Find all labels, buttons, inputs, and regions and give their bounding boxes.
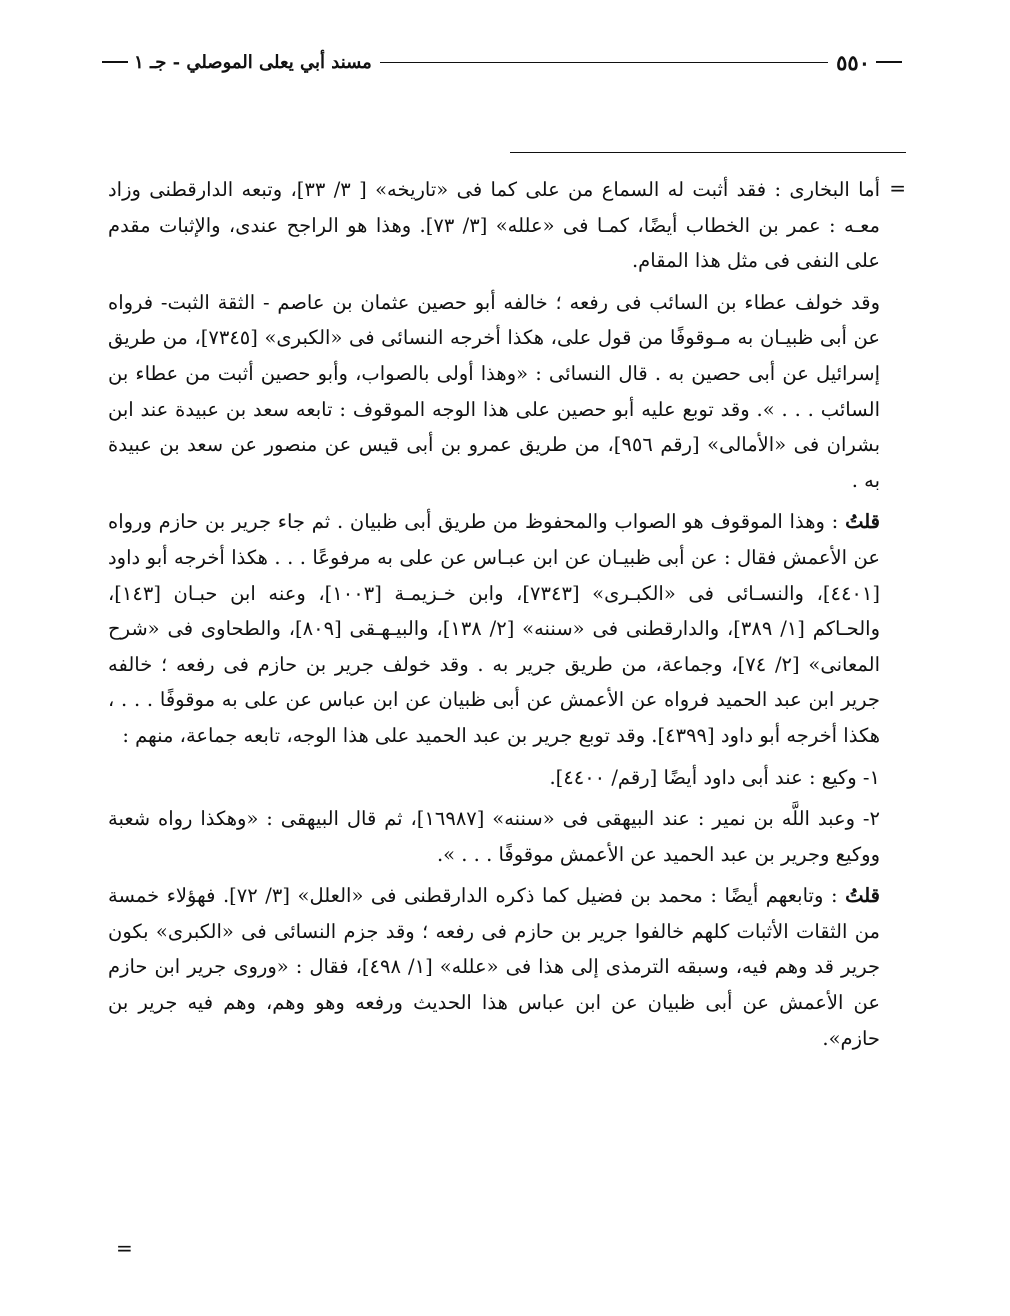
- paragraph-text: أما البخارى : فقد أثبت له السماع من على كما فى «تاريخه» [ ٣/ ٣٣]، وتبعه الدارقطنى وزاد معـه : عمر بن الخطاب أيضًا، كمـا فى «علله» [٣/ ٧٣]. وهذا هو الراجح عندى، والإثبات مقدم على النفى فى مثل هذا المقام.: [108, 178, 880, 273]
- header-rule: [380, 62, 828, 63]
- footnote-separator: [510, 152, 906, 153]
- paragraph-text: : وتابعهم أيضًا : محمد بن فضيل كما ذكره الدارقطنى فى «العلل» [٣/ ٧٢]. فهؤلاء خمسة من الثقات الأثبات كلهم خالفوا جرير بن حازم فى رفعه ؛ وقد جزم النسائى فى «الكبرى» بكون جرير قد وهم فيه، وسبقه الترمذى إلى هذا فى «علله» [١/ ٤٩٨]، فقال : «وروى جرير ابن حازم عن الأعمش عن أبى ظبيان عن ابن عباس هذا الحديث ورفعه وهو وهم، وهم فيه جرير بن حازم».: [108, 884, 881, 1050]
- running-header: [96, 44, 908, 80]
- paragraph: [108, 172, 880, 279]
- paragraph: [108, 801, 880, 872]
- paragraph-text: وقد خولف عطاء بن السائب فى رفعه ؛ خالفه أبو حصين عثمان بن عاصم - الثقة الثبت- فرواه عن أبى ظبيـان به مـوقوفًا من قول على، هكذا أخرجه النسائى فى «الكبرى» [٧٣٤٥]، من طريق إسرائيل عن أبى حصين به . قال النسائى : «وهذا أولى بالصواب، وأبو حصين أثبت من عطاء بن السائب . . . ». وقد توبع عليه أبو حصين على هذا الوجه الموقوف : تابعه سعد بن عبيدة عند ابن بشران فى «الأمالى» [رقم ٩٥٦]، من طريق عمرو بن أبى قيس عن منصور عن سعد بن عبيدة به .: [108, 290, 881, 492]
- paragraph-text: : وهذا الموقوف هو الصواب والمحفوظ من طريق أبى ظبيان . ثم جاء جرير بن حازم ورواه عن الأعمش فقال : عن أبى ظبيـان عن ابن عبـاس عن على به مرفوعًا . . . هكذا أخرجه أبو داود [٤٤٠١]، والنسـائى فى «الكبـرى» [٧٣٤٣]، وابن خـزيمـة [١٠٠٣]، وعنه ابن حبـان [١٤٣]، والحـاكم [١/ ٣٨٩]، والدارقطنى فى «سننه» [٢/ ١٣٨]، والبيـهـقى [٨٠٩]، والطحاوى فى «شرح المعانى» [٢/ ٧٤]، وجماعة، من طريق جرير به . وقد خولف جرير بن حازم فى رفعه ؛ خالفه جرير ابن عبد الحميد فرواه عن الأعمش عن أبى ظبيان عن ابن عباس عن على به موقوفًا . . . ، هكذا أخرجه أبو داود [٤٣٩٩]. وقد توبع جرير بن عبد الحميد على هذا الوجه، تابعه جماعة، منهم :: [108, 510, 881, 747]
- page-number: ٥٥٠: [836, 49, 870, 75]
- header-dash-right: [876, 61, 902, 63]
- paragraph: [108, 504, 880, 753]
- continuation-mark-end: =: [116, 1236, 133, 1260]
- continuation-mark-start: =: [889, 176, 906, 200]
- footnote-body: [108, 172, 880, 1062]
- paragraph-text: ١- وكيع : عند أبى داود أيضًا [رقم/ ٤٤٠٠].: [549, 765, 880, 789]
- paragraph: [108, 760, 880, 796]
- running-title: مسند أبي يعلى الموصلي - جـ ١: [134, 51, 372, 73]
- paragraph: [108, 285, 880, 499]
- paragraph-lead: قلتُ: [845, 884, 881, 908]
- paragraph-text: ٢- وعبد اللَّه بن نمير : عند البيهقى فى «سننه» [١٦٩٨٧]، ثم قال البيهقى : «وهكذا رواه شعبة ووكيع وجرير بن عبد الحميد عن الأعمش موقوفًا . . . ».: [108, 807, 880, 866]
- header-dash-left: [102, 61, 128, 63]
- paragraph-lead: قلتُ: [845, 510, 880, 534]
- paragraph: [108, 878, 880, 1056]
